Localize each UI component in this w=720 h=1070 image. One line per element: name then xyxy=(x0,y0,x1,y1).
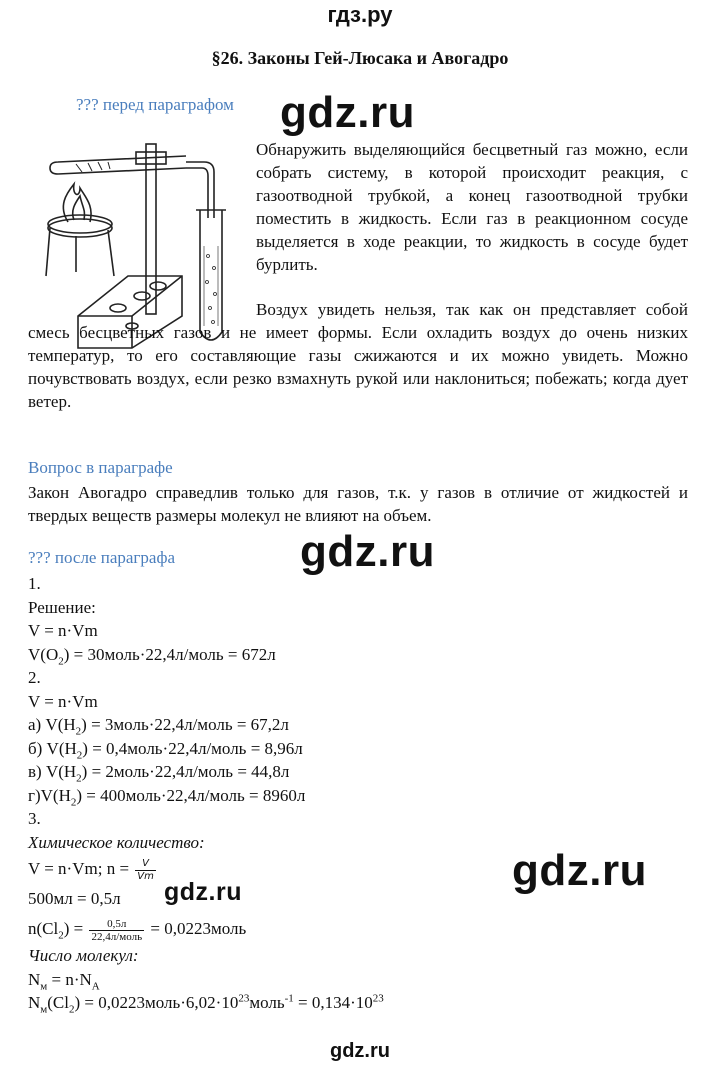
formula-volume: V = n·Vm xyxy=(28,621,98,640)
watermark: gdz.ru xyxy=(512,846,647,895)
formula-h2-d: $г)V(H_2)$ = 400моль·22,4л/моль = 8960л xyxy=(28,785,306,808)
fraction-v-over-vm: $\frac{V}{Vm}$ xyxy=(137,857,154,882)
paragraph-gas-detection: Обнаружить выделяющийся бесцветный газ можно, если собрать систему, в которой происходит реакция, с газоотводной трубкой, а конец газоотводной трубки поместить в жидкость. Если газ в реакционном сосуде выделяется в ходе реакции, то жидкость в сосуде будет бурлить. xyxy=(256,140,688,274)
formula-h2-c: в) $V(H_2)$ = 2моль·22,4л/моль = 44,8л xyxy=(28,762,290,785)
site-footer: gdz.ru xyxy=(330,1040,390,1062)
section-heading-inside: Вопрос в параграфе xyxy=(28,458,173,477)
task-number-2: 2. xyxy=(28,668,41,687)
paragraph-air: Воздух увидеть нельзя, так как он представляет собой смесь бесцветных газов и не имеет формы. Если охладить воздух до очень низких температур, то его составляющие газы сжижаются и их можно увидеть. Можно почувствовать воздух, если резко взмахнуть рукой или наклониться; побежать; когда дует ветер. xyxy=(28,300,688,411)
watermark: gdz.ru xyxy=(280,88,415,137)
task-number-1: 1. xyxy=(28,574,41,593)
unit-conversion: 500мл = 0,5л xyxy=(28,889,121,908)
chem-quantity-label: Химическое количество: xyxy=(28,832,205,852)
solutions-block xyxy=(28,572,384,1015)
formula-o2: $V(O_2)$ = 30моль·22,4л/моль = 672л xyxy=(28,644,276,667)
task-number-3: 3. xyxy=(28,809,41,828)
section-heading-before: ??? перед параграфом xyxy=(76,95,234,114)
fraction-n-cl2: $\frac{0,5л}{\text{22,4л/моль}}$ xyxy=(91,917,143,943)
formula-h2-a: а) $V(H_2)$ = 3моль·22,4л/моль = 67,2л xyxy=(28,715,289,738)
formula-nm: $N_м = n\cdot N_А$ xyxy=(28,969,100,992)
formula-h2-b: б) $V(H_2)$ = 0,4моль·22,4л/моль = 8,96л xyxy=(28,738,303,761)
solution-label: Решение: xyxy=(28,597,96,617)
formula-volume-2: V = n·Vm xyxy=(28,691,98,711)
watermark: gdz.ru xyxy=(164,878,242,906)
formula-nm-cl2: $N_м(Cl_2)$ = $0,0223моль\cdot 6,02\cdot 10^{23}моль^{-1} = 0,134\cdot 10^{23}$ xyxy=(28,992,384,1016)
formula-n-cl2: $n(Cl_2)$ = $\frac{0,5л}{\text{22,4л/моль}}$ = 0,0223моль xyxy=(28,917,247,943)
paragraph-avogadro: Закон Авогадро справедлив только для газов, т.к. у газов в отличие от жидкостей и твердых веществ размеры молекул не влияют на объем. xyxy=(28,483,688,525)
molecule-count-label: Число молекул: xyxy=(28,946,139,965)
page-title: §26. Законы Гей-Люсака и Авогадро xyxy=(211,48,509,68)
watermark: gdz.ru xyxy=(300,527,435,576)
site-header: гдз.ру xyxy=(327,2,393,27)
formula-n-definition: V = n·Vm; n = $\frac{V}{Vm}$ xyxy=(28,857,154,882)
section-heading-after: ??? после параграфа xyxy=(28,548,175,567)
